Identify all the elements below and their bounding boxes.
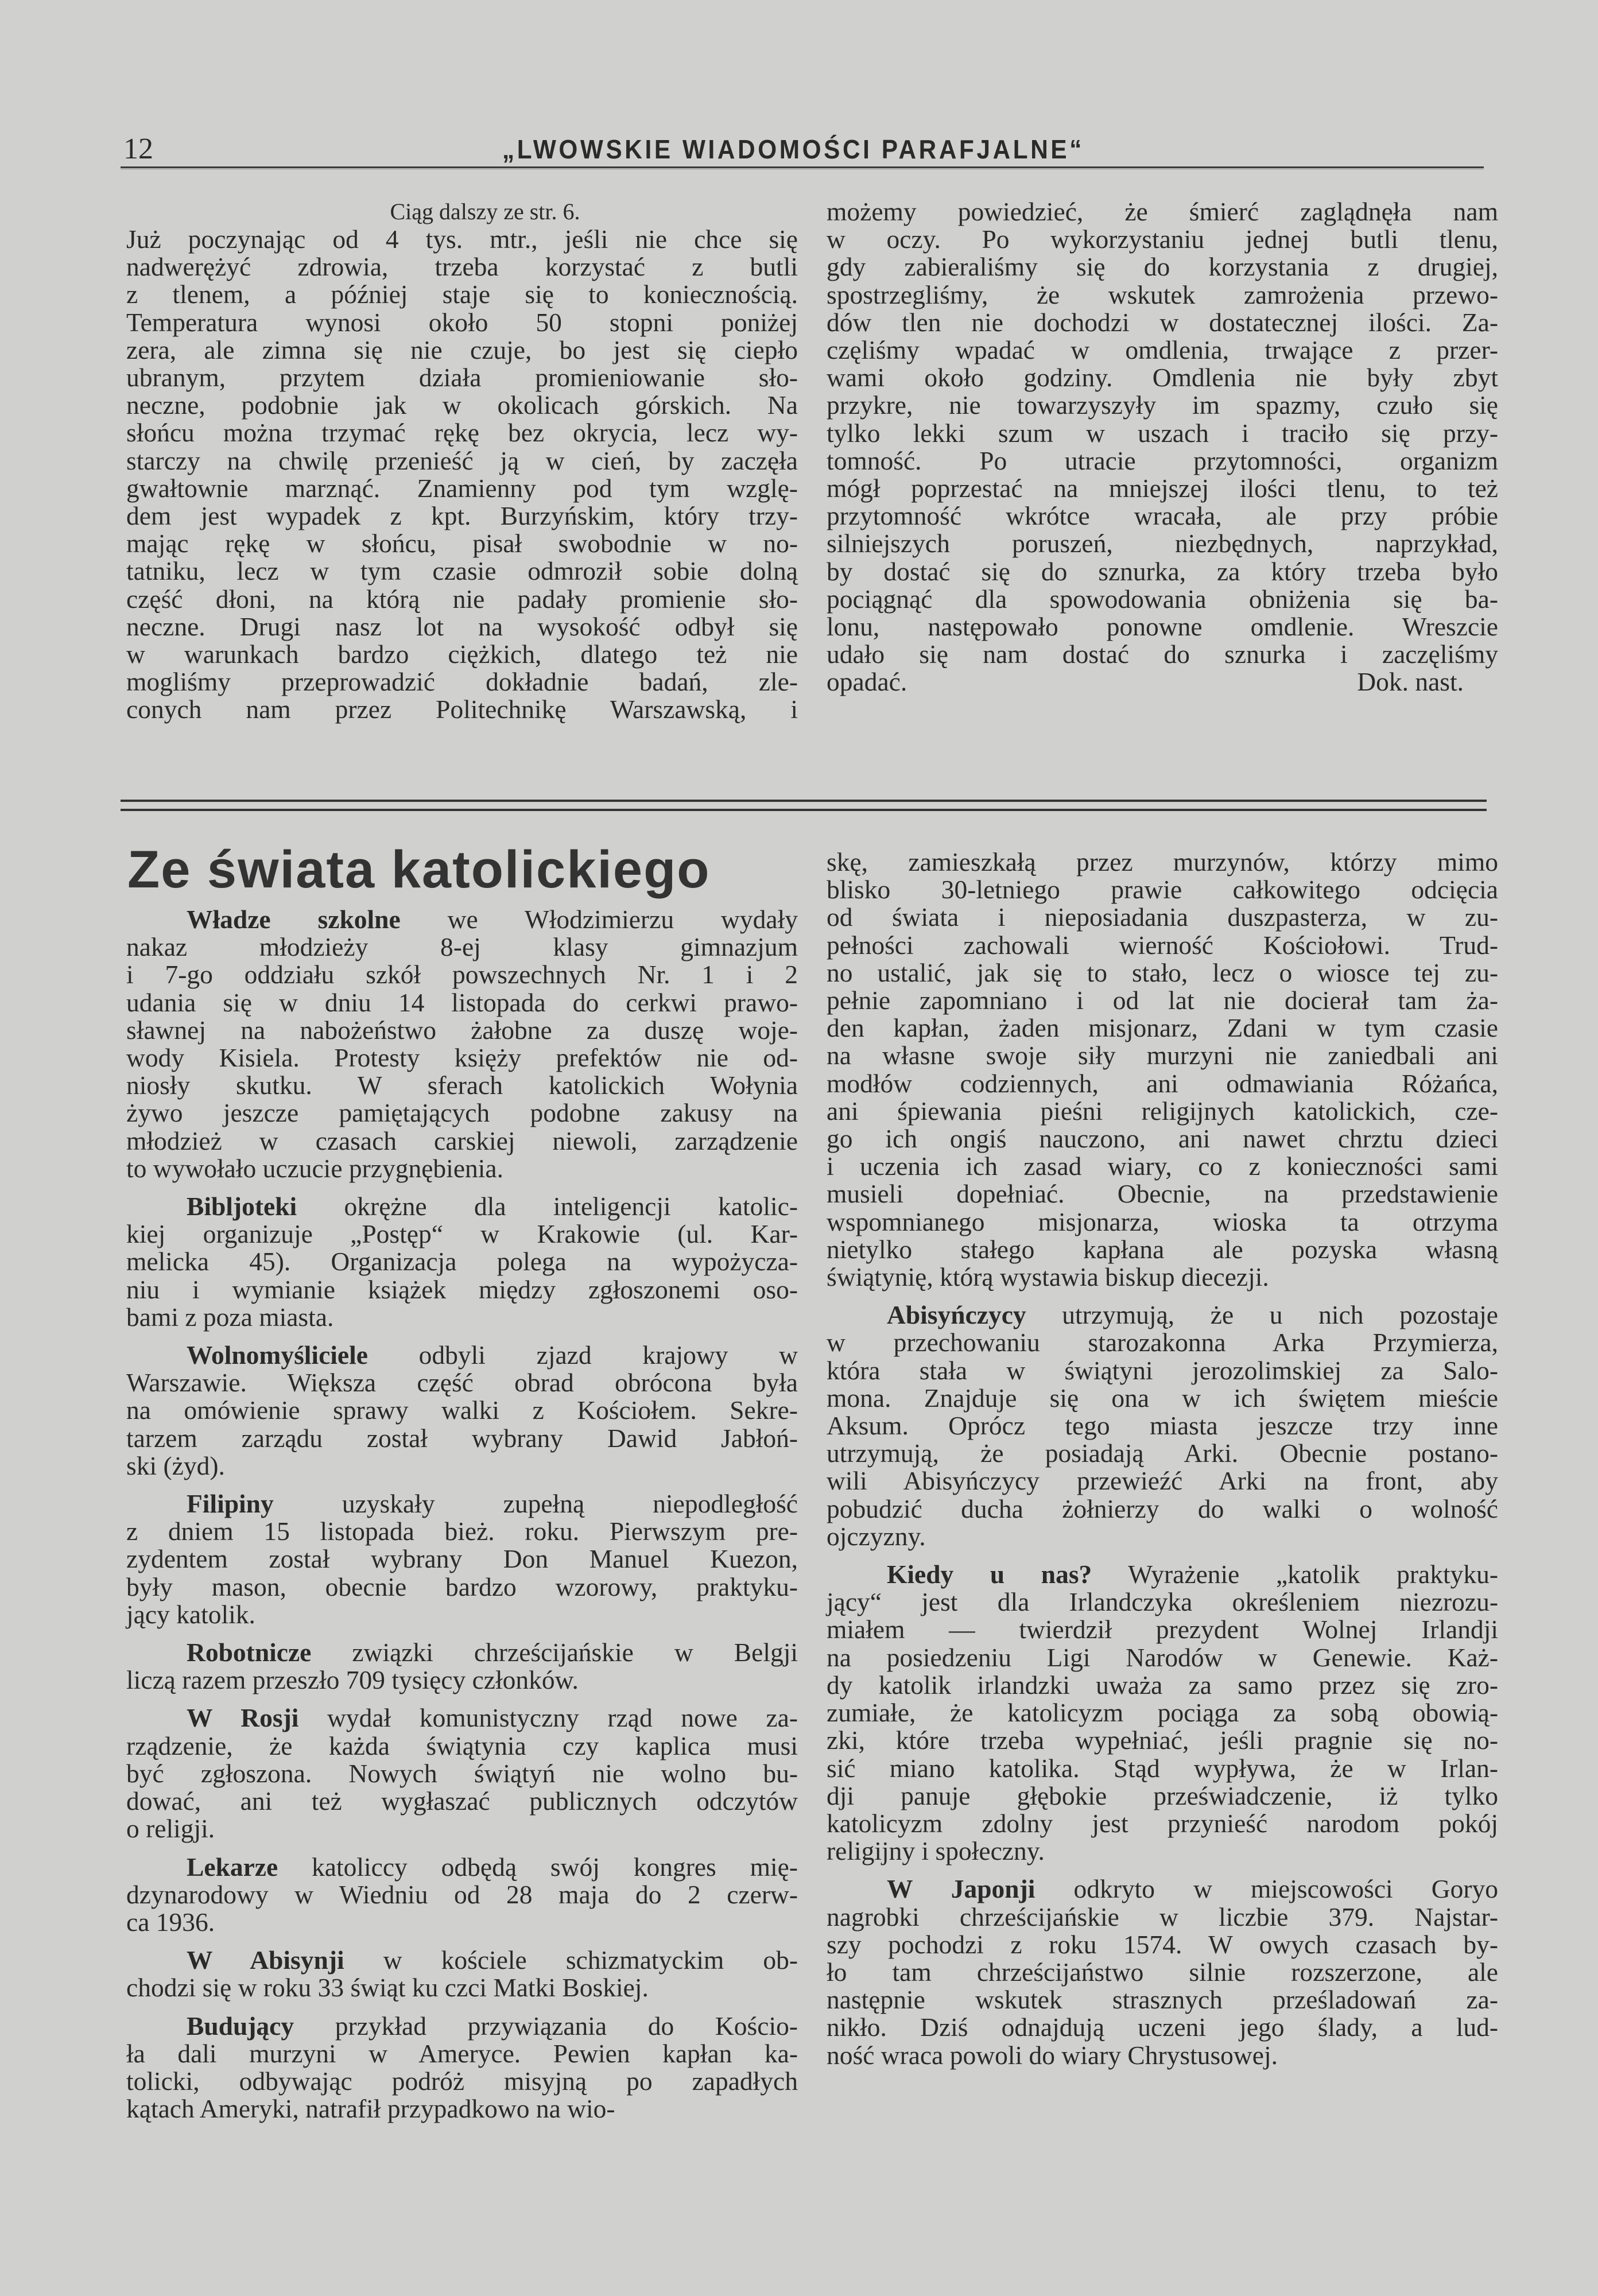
text-line: możemy powiedzieć, że śmierć zaglądnęła nam	[827, 197, 1498, 226]
news-item	[126, 1490, 798, 1628]
continued-from-note: Ciąg dalszy ze str. 6.	[390, 199, 580, 224]
news-item-first-line	[126, 1490, 798, 1518]
text-line: pobudzić ducha żołnierzy do walki o wolność	[827, 1494, 1498, 1523]
text-line: pełnie zapomniano i od lat nie docierał tam ża-	[827, 986, 1498, 1015]
news-item	[827, 848, 1498, 1291]
text-line: na omówienie sprawy walki z Kościołem. Sekre-	[126, 1395, 798, 1425]
text-line: udania się w dniu 14 listopada do cerkwi prawo-	[126, 987, 798, 1017]
news-item	[126, 1193, 798, 1331]
text-line: wspomnianego misjonarza, wioska ta otrzyma	[827, 1207, 1498, 1236]
text-line: mógł poprzestać na mniejszej ilości tlenu, to też	[827, 474, 1498, 503]
text-line: nagrobki chrześcijańskie w liczbie 379. Najstar-	[827, 1902, 1498, 1932]
text-line: chodzi się w roku 33 świąt ku czci Matki Boskiej.	[126, 1973, 649, 2003]
text-line: ła dali murzyni w Ameryce. Pewien kapłan ka-	[126, 2038, 798, 2068]
text-line: gwałtownie marznąć. Znamienny pod tym wzglę-	[126, 473, 798, 503]
text-line: tylko lekki szum w uszach i traciło się przy-	[827, 418, 1498, 448]
news-item-lead: W Japonji	[887, 1874, 1035, 1904]
news-item-first-line	[126, 1639, 798, 1666]
final-line: opadać.	[827, 667, 907, 697]
text-line: były mason, obecnie bardzo wzorowy, praktyku-	[126, 1572, 798, 1601]
text-line: ski (żyd).	[126, 1450, 225, 1480]
text-line: odkryto w miejscowości Goryo	[1035, 1874, 1498, 1904]
text-line: mając rękę w słońcu, pisał swobodnie w no-	[126, 529, 798, 559]
text-line: utrzymują, że posiadają Arki. Obecnie postano-	[827, 1438, 1498, 1468]
text-line: silniejszych poruszeń, niezbędnych, naprzykład,	[827, 529, 1498, 559]
text-line: przykre, nie towarzyszyły im spazmy, czuło się	[827, 390, 1498, 420]
text-line: religijny i społeczny.	[827, 1836, 1045, 1866]
text-line: wili Abisyńczycy przewieźć Arki na front, aby	[827, 1466, 1498, 1496]
text-line: go ich ongiś nauczono, ani nawet chrztu dzieci	[827, 1124, 1498, 1154]
text-line: Już poczynając od 4 tys. mtr., jeśli nie chce się	[126, 224, 798, 254]
news-item	[126, 1946, 798, 2002]
text-line: ło tam chrześcijaństwo silnie rozszerzone, ale	[827, 1957, 1498, 1987]
news-right-column	[827, 848, 1498, 2069]
text-line: o religji.	[126, 1814, 215, 1844]
text-line: przytomność wkrótce wracała, ale przy próbie	[827, 501, 1498, 531]
text-line: niu i wymianie książek między zgłoszonemi oso-	[126, 1274, 798, 1304]
text-line: tolicki, odbywając podróż misyjną po zapadłych	[126, 2066, 798, 2096]
running-title: „LWOWSKIE WIADOMOŚCI PARAFJALNE“	[502, 134, 1084, 164]
text-line: wydał komunistyczny rząd nowe za-	[298, 1703, 798, 1733]
text-line: nietylko stałego kapłana ale pozyska własną	[827, 1234, 1498, 1264]
continuation-right-column	[827, 198, 1498, 696]
text-line: szy pochodzi z roku 1574. W owych czasach by-	[827, 1929, 1498, 1959]
news-left-column	[126, 906, 798, 2123]
news-item-lead: Filipiny	[187, 1489, 274, 1519]
text-line: bami z poza miasta.	[126, 1302, 334, 1332]
news-item	[126, 2012, 798, 2123]
text-line: i 7-go oddziału szkół powszechnych Nr. 1 i 2	[126, 960, 798, 990]
to-be-continued: Dok. nast.	[1357, 667, 1464, 697]
text-line: nikło. Dziś odnajdują uczeni jego ślady, a lud-	[827, 2012, 1498, 2042]
text-line: przykład przywiązania do Kościo-	[294, 2011, 798, 2041]
text-line: od świata i nieposiadania duszpasterza, w zu-	[827, 902, 1498, 932]
text-line: i uczenia ich zasad wiary, co z konieczności sami	[827, 1151, 1498, 1181]
text-line: zki, które trzeba wypełniać, jeśli pragnie się no-	[827, 1725, 1498, 1755]
news-item	[827, 1875, 1498, 2069]
continuation-right-text	[827, 198, 1498, 668]
text-line: kątach Ameryki, natrafił przypadkowo na wio-	[126, 2094, 615, 2124]
text-line: by dostać się do sznurka, za który trzeba było	[827, 556, 1498, 586]
text-line: związki chrześcijańskie w Belgji	[311, 1638, 798, 1667]
text-line: Warszawie. Większa część obrad obrócona była	[126, 1368, 798, 1398]
text-line: nakaz młodzieży 8-ej klasy gimnazjum	[126, 932, 798, 962]
text-line: w przechowaniu starozakonna Arka Przymierza,	[827, 1328, 1498, 1358]
text-line: Wyrażenie „katolik praktyku-	[1092, 1560, 1498, 1589]
text-line: pociągnąć dla spowodowania obniżenia się ba-	[827, 584, 1498, 614]
news-item-first-line	[126, 1341, 798, 1369]
news-item-first-line	[126, 2012, 798, 2040]
text-line: melicka 45). Organizacja polega na wypożycza-	[126, 1247, 798, 1277]
text-line: wami około godziny. Omdlenia nie były zbyt	[827, 363, 1498, 393]
header-rule	[121, 166, 1484, 169]
news-item-lead: Lekarze	[187, 1852, 278, 1882]
continuation-left-text	[126, 226, 798, 724]
text-line: ani śpiewania pieśni religijnych katolickich, cze-	[827, 1096, 1498, 1126]
text-line: dy katolik irlandzki uważa za samo przez się zro-	[827, 1670, 1498, 1700]
text-line: utrzymują, że u nich pozostaje	[1026, 1300, 1498, 1330]
text-line: w warunkach bardzo ciężkich, dlatego też nie	[126, 639, 798, 669]
text-line: nadwerężyć zdrowia, trzeba korzystać z butli	[126, 252, 798, 282]
text-line: Aksum. Oprócz tego miasta jeszcze trzy inne	[827, 1411, 1498, 1441]
news-item	[827, 1561, 1498, 1865]
text-line: ność wraca powoli do wiary Chrystusowej.	[827, 2040, 1278, 2070]
text-line: zera, ale zimna się nie czuje, bo jest się ciepło	[126, 335, 798, 364]
news-item-lead: Bibljoteki	[187, 1192, 297, 1221]
text-line: ca 1936.	[126, 1907, 215, 1937]
text-line: miałem — twierdził prezydent Wolnej Irlandji	[827, 1615, 1498, 1645]
news-item-first-line	[126, 906, 798, 933]
news-item-first-line	[126, 1193, 798, 1220]
text-line: blisko 30-letniego prawie całkowitego odcięcia	[827, 875, 1498, 905]
news-item-lead: Władze szkolne	[187, 905, 401, 934]
text-line: pełności zachowali wierność Kościołowi. Trud-	[827, 930, 1498, 960]
news-item	[126, 1853, 798, 1937]
text-line: uzyskały zupełną niepodległość	[273, 1489, 798, 1519]
page-number: 12	[123, 133, 153, 165]
text-line: liczą razem przeszło 709 tysięcy członków.	[126, 1665, 579, 1695]
text-line: w oczy. Po wykorzystaniu jednej butli tlenu,	[827, 224, 1498, 254]
text-line: która stała w świątyni jerozolimskiej za Salo-	[827, 1355, 1498, 1385]
text-line: gdy zabieraliśmy się do korzystania z drugiej,	[827, 252, 1498, 282]
text-line: na posiedzeniu Ligi Narodów w Genewie. Każ-	[827, 1642, 1498, 1672]
news-item-first-line	[126, 1704, 798, 1732]
text-line: młodzież w czasach carskiej niewoli, zarządzenie	[126, 1126, 798, 1155]
text-line: conych nam przez Politechnikę Warszawską, i	[126, 695, 798, 724]
text-line: ubranym, przytem działa promieniowanie sło-	[126, 363, 798, 393]
news-item-lead: W Abisynji	[187, 1945, 344, 1975]
text-line: Temperatura wynosi około 50 stopni poniżej	[126, 307, 798, 337]
text-line: dować, ani też wygłaszać publicznych odczytów	[126, 1786, 798, 1816]
text-line: dji panuje głębokie przeświadczenie, iż tylko	[827, 1781, 1498, 1810]
text-line: na własne swoje siły murzyni nie zaniedbali ani	[827, 1041, 1498, 1071]
text-line: rządzenie, że każda świątynia czy kaplica musi	[126, 1731, 798, 1760]
text-line: dzynarodowy w Wiedniu od 28 maja do 2 czerw-	[126, 1879, 798, 1909]
text-line: częliśmy wpadać w omdlenia, trwające z przer-	[827, 335, 1498, 365]
text-line: jący katolik.	[126, 1599, 255, 1629]
text-line: to wywołało uczucie przygnębienia.	[126, 1153, 503, 1183]
news-item-first-line	[827, 1875, 1498, 1903]
text-line: świątynię, którą wystawia biskup diecezji.	[827, 1262, 1269, 1292]
news-item-first-line	[827, 1301, 1498, 1329]
text-line: być zgłoszona. Nowych świątyń nie wolno bu-	[126, 1758, 798, 1788]
text-line: część dłoni, na którą nie padały promienie sło-	[126, 584, 798, 614]
text-line: tatniku, lecz w tym czasie odmroził sobie dolną	[126, 556, 798, 586]
text-line: w kościele schizmatyckim ob-	[344, 1945, 798, 1975]
text-line: starczy na chwilę przenieść ją w cień, by zaczęła	[126, 445, 798, 475]
text-line: z dniem 15 listopada bież. roku. Pierwszym pre-	[126, 1517, 798, 1546]
text-line: neczne, podobnie jak w okolicach górskich. Na	[126, 390, 798, 420]
news-item	[126, 1341, 798, 1480]
news-item-first-line	[126, 1946, 798, 1974]
news-item-first-line	[827, 1561, 1498, 1588]
news-item-lead: Budujący	[187, 2011, 294, 2041]
news-item-lead: Robotnicze	[187, 1638, 312, 1667]
text-line: okrężne dla inteligencji katolic-	[297, 1192, 798, 1221]
text-line: spostrzegliśmy, że wskutek zamrożenia przewo-	[827, 280, 1498, 309]
section-title: Ze świata katolickiego	[127, 840, 711, 899]
news-item	[827, 1301, 1498, 1550]
text-line: modłów codziennych, ani odmawiania Różańca,	[827, 1068, 1498, 1098]
text-line: następnie wskutek strasznych prześladowań za-	[827, 1985, 1498, 2015]
text-line: tarzem zarządu został wybrany Dawid Jabłoń-	[126, 1423, 798, 1453]
news-item-lead: Abisyńczycy	[887, 1300, 1026, 1330]
news-item	[126, 906, 798, 1182]
text-line: zydentem został wybrany Don Manuel Kuezon,	[126, 1544, 798, 1574]
news-item-lead: Kiedy u nas?	[887, 1560, 1092, 1589]
text-line: z tlenem, a później staje się to koniecznością.	[126, 280, 798, 309]
text-line: wody Kisiela. Protesty księży prefektów nie od-	[126, 1043, 798, 1073]
text-line: słońcu można trzymać rękę bez okrycia, lecz wy-	[126, 418, 798, 448]
text-line: mogliśmy przeprowadzić dokładnie badań, zle-	[126, 667, 798, 697]
text-line: sić miano katolika. Stąd wypływa, że w Irlan-	[827, 1753, 1498, 1783]
text-line: we Włodzimierzu wydały	[400, 905, 798, 934]
text-line: skę, zamieszkałą przez murzynów, którzy mimo	[827, 847, 1498, 876]
text-line: zumiałe, że katolicyzm pociąga za sobą obowią-	[827, 1698, 1498, 1728]
text-line: den kapłan, żaden misjonarz, Zdani w tym czasie	[827, 1013, 1498, 1043]
text-line: żywo jeszcze pamiętających podobne zakusy na	[126, 1098, 798, 1128]
text-line: jący“ jest dla Irlandczyka określeniem niezrozu-	[827, 1587, 1498, 1617]
news-item-lead: W Rosji	[187, 1703, 299, 1733]
text-line: niosły skutku. W sferach katolickich Wołynia	[126, 1071, 798, 1100]
text-line: lonu, następowało ponowne omdlenie. Wreszcie	[827, 612, 1498, 642]
section-divider	[121, 800, 1487, 811]
text-line: odbyli zjazd krajowy w	[367, 1340, 798, 1370]
news-item-lead: Wolnomyśliciele	[187, 1340, 368, 1370]
page-header	[123, 129, 1484, 169]
news-item	[126, 1704, 798, 1843]
text-line: dów tlen nie dochodzi w dostatecznej ilości. Za-	[827, 307, 1498, 337]
text-line: katolicyzm zdolny jest przynieść narodom pokój	[827, 1808, 1498, 1838]
text-line: katoliccy odbędą swój kongres mię-	[278, 1852, 798, 1882]
text-line: mona. Znajduje się ona w ich świętem mieście	[827, 1383, 1498, 1413]
text-line: dem jest wypadek z kpt. Burzyńskim, który trzy-	[126, 501, 798, 531]
continuation-left-column	[126, 198, 798, 724]
text-line: neczne. Drugi nasz lot na wysokość odbył się	[126, 611, 798, 641]
text-line: udało się nam dostać do sznurka i zaczęliśmy	[827, 639, 1498, 669]
news-item	[126, 1639, 798, 1694]
text-line: no ustalić, jak się to stało, lecz o wiosce tej zu-	[827, 957, 1498, 987]
text-line: ojczyzny.	[827, 1521, 926, 1551]
text-line: kiej organizuje „Postęp“ w Krakowie (ul. Kar-	[126, 1219, 798, 1249]
text-line: sławnej na nabożeństwo żałobne za duszę woje-	[126, 1015, 798, 1045]
text-line: tomność. Po utracie przytomności, organizm	[827, 445, 1498, 475]
signoff-line	[827, 668, 1498, 696]
text-line: musieli dopełniać. Obecnie, na przedstawienie	[827, 1179, 1498, 1209]
news-item-first-line	[126, 1853, 798, 1881]
